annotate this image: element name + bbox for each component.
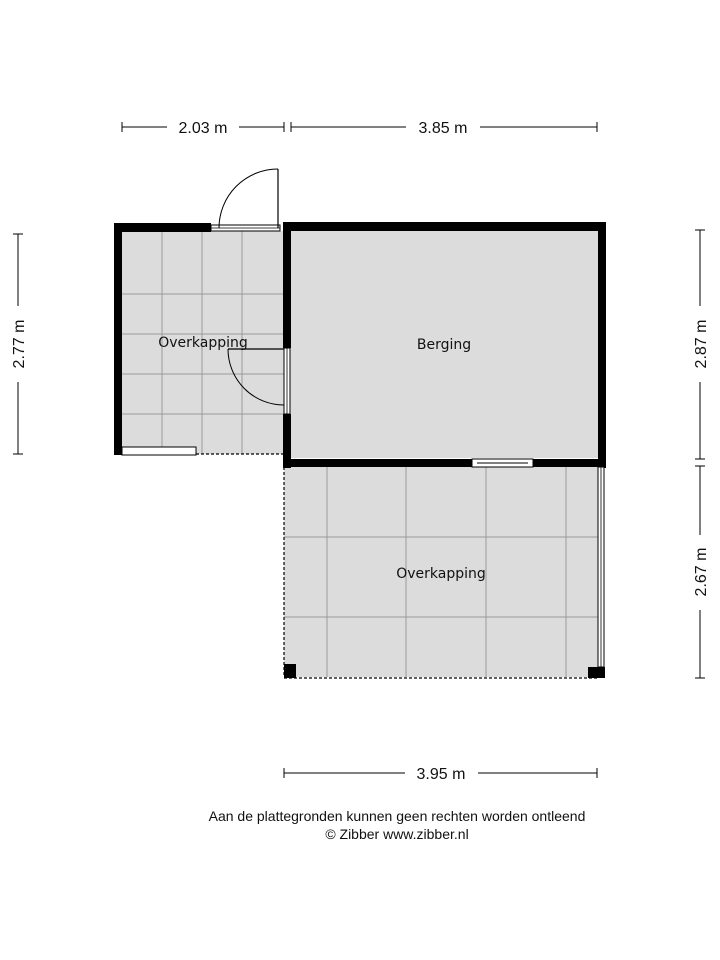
door-left-canopy [211, 169, 280, 231]
post-bottom-right [588, 667, 605, 678]
room-label-bottom-canopy: Overkapping [396, 566, 486, 582]
dimension-bottom: 3.95 m [416, 766, 466, 783]
low-wall-left [122, 447, 196, 455]
dimension-left: 2.77 m [11, 319, 28, 369]
window-storage [472, 459, 533, 467]
dimension-top-right: 3.85 m [418, 120, 468, 137]
room-label-left-canopy: Overkapping [158, 335, 248, 351]
dimension-top-left: 2.03 m [178, 120, 228, 137]
post-bottom-left [284, 664, 296, 678]
copyright-text: © Zibber www.zibber.nl [325, 826, 469, 842]
dimension-right-upper: 2.87 m [693, 319, 710, 369]
dimension-right-lower: 2.67 m [693, 547, 710, 597]
room-label-storage: Berging [416, 337, 472, 353]
side-panel-right [598, 467, 604, 667]
disclaimer-text: Aan de plattegronden kunnen geen rechten worden ontleend [208, 808, 586, 824]
